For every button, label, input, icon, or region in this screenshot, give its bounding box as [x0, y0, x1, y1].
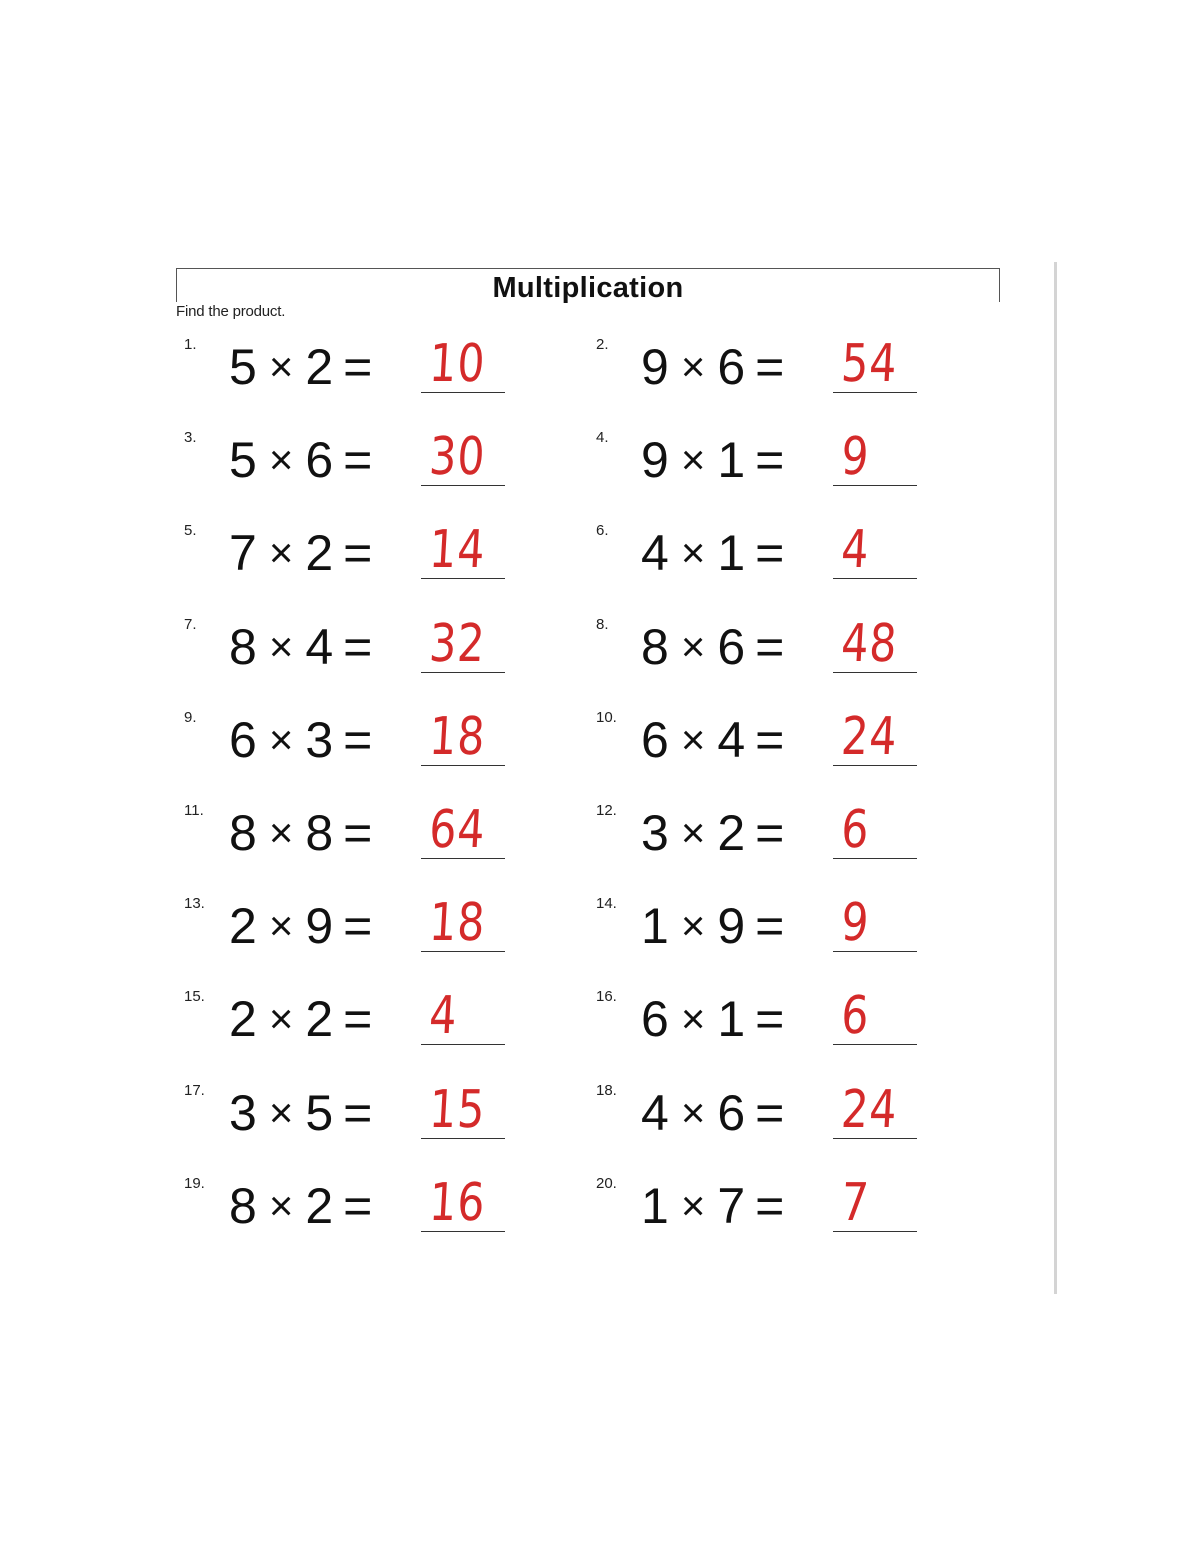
factor-b: 1 — [717, 525, 746, 582]
factor-a: 8 — [229, 805, 257, 861]
factor-a: 2 — [229, 991, 257, 1048]
handwritten-answer: 10 — [427, 334, 488, 394]
times-sign: × — [680, 995, 706, 1043]
equals-sign: = — [343, 1177, 373, 1234]
problem-number: 4. — [596, 429, 609, 447]
factor-b: 9 — [717, 898, 746, 955]
times-sign: × — [680, 622, 706, 670]
times-sign: × — [268, 436, 294, 484]
times-sign: × — [680, 715, 706, 763]
handwritten-answer: 9 — [839, 427, 872, 488]
equals-sign: = — [755, 1177, 785, 1234]
factor-b: 4 — [305, 618, 334, 675]
equals-sign: = — [755, 1084, 785, 1141]
problem-6 — [596, 522, 956, 602]
handwritten-answer: 6 — [839, 800, 872, 860]
problem-expression — [641, 805, 785, 861]
factor-a: 8 — [229, 618, 257, 675]
equals-sign: = — [755, 991, 785, 1048]
factor-b: 7 — [717, 1177, 746, 1234]
factor-a: 9 — [641, 432, 669, 489]
factor-a: 5 — [229, 339, 257, 395]
equals-sign: = — [343, 432, 373, 489]
equals-sign: = — [755, 525, 785, 582]
factor-b: 2 — [305, 339, 334, 395]
problem-13 — [184, 895, 544, 975]
times-sign: × — [268, 715, 294, 763]
times-sign: × — [268, 995, 294, 1043]
equals-sign: = — [343, 898, 373, 955]
factor-b: 6 — [717, 339, 746, 395]
handwritten-answer: 24 — [839, 706, 900, 767]
factor-b: 1 — [717, 432, 746, 489]
factor-a: 8 — [641, 618, 669, 675]
problem-expression — [229, 525, 373, 582]
problem-8 — [596, 613, 956, 696]
problem-1 — [184, 336, 544, 416]
handwritten-answer: 30 — [427, 427, 488, 488]
problem-number: 14. — [596, 895, 617, 913]
problem-expression — [229, 991, 373, 1048]
factor-b: 8 — [305, 805, 334, 861]
problem-expression — [229, 898, 373, 955]
handwritten-answer: 15 — [427, 1079, 488, 1140]
factor-a: 8 — [229, 1177, 257, 1234]
problem-19 — [184, 1172, 544, 1255]
problem-16 — [596, 988, 956, 1068]
times-sign: × — [268, 809, 294, 856]
equals-sign: = — [343, 339, 373, 395]
equals-sign: = — [755, 432, 785, 489]
problem-expression — [641, 1084, 785, 1141]
problem-number: 19. — [184, 1174, 205, 1192]
handwritten-answer: 9 — [839, 893, 872, 954]
times-sign: × — [268, 1181, 294, 1229]
problem-9 — [184, 706, 544, 789]
problem-3 — [184, 429, 544, 509]
problem-expression — [229, 339, 373, 395]
equals-sign: = — [755, 898, 785, 955]
problem-number: 16. — [596, 988, 617, 1006]
problem-14 — [596, 895, 956, 975]
times-sign: × — [268, 529, 294, 577]
problem-expression — [641, 991, 785, 1048]
problem-number: 15. — [184, 988, 205, 1006]
problem-expression — [641, 1177, 785, 1234]
problem-expression — [641, 711, 785, 768]
factor-a: 3 — [641, 805, 669, 861]
factor-a: 6 — [229, 711, 257, 768]
factor-b: 2 — [305, 991, 334, 1048]
factor-a: 9 — [641, 339, 669, 395]
problem-number: 18. — [596, 1081, 617, 1099]
problem-expression — [229, 432, 373, 489]
problem-expression — [229, 711, 373, 768]
problem-number: 9. — [184, 708, 197, 726]
problem-expression — [229, 618, 373, 675]
problem-number: 5. — [184, 522, 197, 540]
factor-b: 6 — [717, 618, 746, 675]
problem-12 — [596, 802, 956, 882]
factor-a: 6 — [641, 711, 669, 768]
handwritten-answer: 18 — [427, 893, 488, 954]
times-sign: × — [680, 343, 706, 390]
problem-5 — [184, 522, 544, 602]
times-sign: × — [680, 1181, 706, 1229]
handwritten-answer: 4 — [427, 986, 460, 1047]
page-edge-divider — [1054, 262, 1057, 1294]
factor-a: 1 — [641, 1177, 669, 1234]
problem-number: 6. — [596, 522, 609, 540]
times-sign: × — [680, 1088, 706, 1136]
times-sign: × — [268, 343, 294, 390]
factor-b: 2 — [305, 525, 334, 582]
handwritten-answer: 7 — [839, 1172, 872, 1233]
factor-b: 4 — [717, 711, 746, 768]
factor-a: 7 — [229, 525, 257, 582]
handwritten-answer: 54 — [839, 334, 900, 394]
problem-number: 7. — [184, 615, 197, 633]
equals-sign: = — [343, 991, 373, 1048]
factor-a: 6 — [641, 991, 669, 1048]
times-sign: × — [680, 529, 706, 577]
problem-18 — [596, 1079, 956, 1162]
factor-a: 4 — [641, 525, 669, 582]
factor-b: 2 — [305, 1177, 334, 1234]
problem-15 — [184, 988, 544, 1068]
handwritten-answer: 24 — [839, 1079, 900, 1140]
worksheet-title: Multiplication — [492, 272, 684, 304]
times-sign: × — [268, 622, 294, 670]
problem-number: 13. — [184, 895, 205, 913]
factor-b: 5 — [305, 1084, 334, 1141]
handwritten-answer: 14 — [427, 520, 488, 581]
problem-expression — [641, 339, 785, 395]
factor-b: 1 — [717, 991, 746, 1048]
factor-b: 6 — [717, 1084, 746, 1141]
handwritten-answer: 18 — [427, 706, 488, 767]
problem-11 — [184, 802, 544, 882]
instructions: Find the product. — [176, 303, 286, 320]
handwritten-answer: 4 — [839, 520, 872, 581]
times-sign: × — [680, 902, 706, 950]
times-sign: × — [680, 436, 706, 484]
times-sign: × — [268, 1088, 294, 1136]
problem-expression — [641, 432, 785, 489]
handwritten-answer: 6 — [839, 986, 872, 1047]
problem-20 — [596, 1172, 956, 1255]
factor-b: 2 — [717, 805, 746, 861]
problem-expression — [641, 525, 785, 582]
times-sign: × — [268, 902, 294, 950]
problem-number: 17. — [184, 1081, 205, 1099]
equals-sign: = — [343, 618, 373, 675]
factor-a: 4 — [641, 1084, 669, 1141]
equals-sign: = — [343, 805, 373, 861]
problem-expression — [229, 1177, 373, 1234]
equals-sign: = — [343, 711, 373, 768]
times-sign: × — [680, 809, 706, 856]
factor-b: 3 — [305, 711, 334, 768]
title-box — [176, 268, 1000, 302]
factor-b: 9 — [305, 898, 334, 955]
problem-2 — [596, 336, 956, 416]
handwritten-answer: 32 — [427, 613, 488, 674]
handwritten-answer: 16 — [427, 1172, 488, 1233]
problem-10 — [596, 706, 956, 789]
factor-a: 2 — [229, 898, 257, 955]
problem-expression — [229, 1084, 373, 1141]
factor-a: 5 — [229, 432, 257, 489]
problem-4 — [596, 429, 956, 509]
problem-number: 2. — [596, 336, 609, 353]
factor-a: 1 — [641, 898, 669, 955]
equals-sign: = — [755, 805, 785, 861]
problem-expression — [641, 898, 785, 955]
handwritten-answer: 64 — [427, 800, 488, 860]
problem-number: 10. — [596, 708, 617, 726]
equals-sign: = — [343, 1084, 373, 1141]
problem-number: 8. — [596, 615, 609, 633]
equals-sign: = — [755, 618, 785, 675]
problem-number: 1. — [184, 336, 197, 353]
problem-7 — [184, 613, 544, 696]
problem-number: 11. — [184, 802, 204, 819]
equals-sign: = — [755, 711, 785, 768]
factor-a: 3 — [229, 1084, 257, 1141]
problem-number: 12. — [596, 802, 617, 819]
problem-expression — [641, 618, 785, 675]
equals-sign: = — [343, 525, 373, 582]
factor-b: 6 — [305, 432, 334, 489]
problem-number: 20. — [596, 1174, 617, 1192]
problem-expression — [229, 805, 373, 861]
problem-number: 3. — [184, 429, 197, 447]
handwritten-answer: 48 — [839, 613, 900, 674]
equals-sign: = — [755, 339, 785, 395]
problem-17 — [184, 1079, 544, 1162]
